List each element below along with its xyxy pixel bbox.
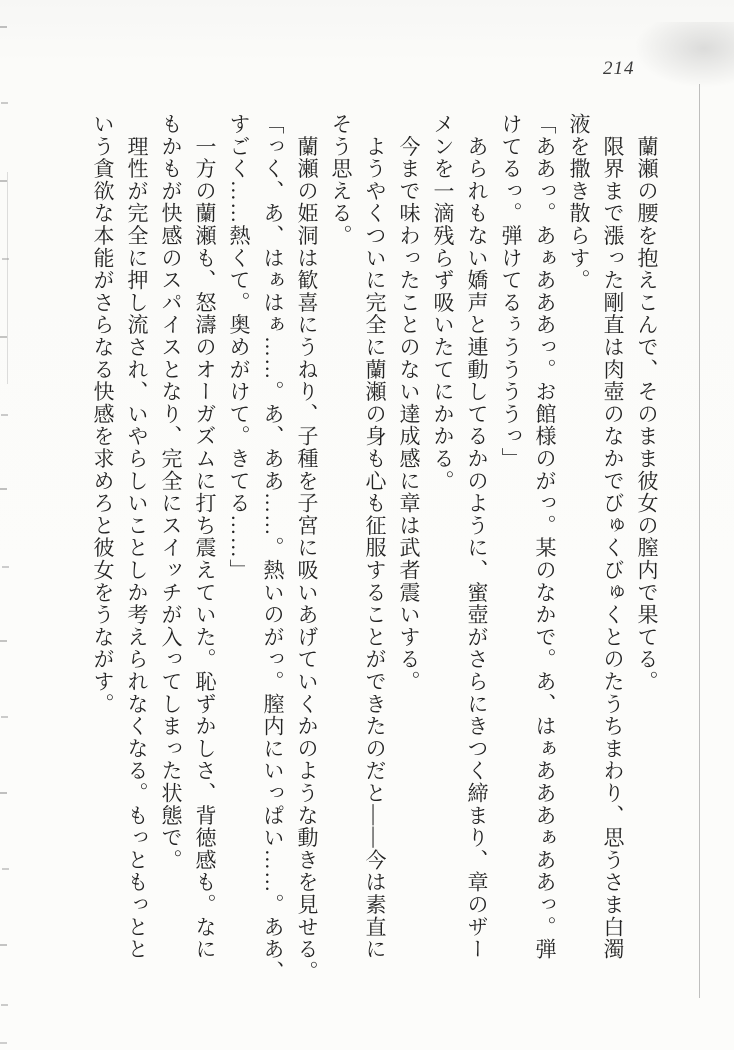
page-number: 214 (603, 58, 635, 79)
text-line: 限界まで漲った剛直は肉壺のなかでびゅくびゅくとのたうちまわり、思うさま白濁 (601, 113, 625, 961)
text-line: そう思える。 (329, 113, 353, 247)
scan-edge-marks (0, 26, 7, 28)
body-text (84, 113, 664, 987)
text-line: 理性が完全に押し流され、いやらしいことしか考えられなくなる。もっともっとと (125, 113, 149, 961)
text-line: 蘭瀬の姫洞は歓喜にうねり、子種を子宮に吸いあげていくかのような動きを見せる。 (295, 113, 319, 983)
text-line: もかもが快感のスパイスとなり、完全にスイッチが入ってしまった状態で。 (159, 113, 183, 872)
text-line: すごく……熱くて。奥めがけて。きてる……」 (227, 113, 251, 582)
text-line: 今まで味わったことのない達成感に章は武者震いする。 (397, 113, 421, 693)
text-line: メンを一滴残らず吸いたてにかかる。 (431, 113, 455, 493)
text-line: けてるっ。弾けてるぅううううっ」 (499, 113, 523, 470)
scan-edge-line (699, 84, 700, 998)
text-line: 「っく、あ、はぁはぁ……。あ、ああ……。熱いのがっ。膣内にいっぱい……。ああ、 (261, 113, 285, 983)
scan-edge-crease (7, 172, 8, 384)
text-line: ようやくついに完全に蘭瀬の身も心も征服することができたのだと――今は素直に (363, 113, 387, 961)
text-line: 「ああっ。あぁあああっ。お館様のがっ。某のなかで。あ、はぁあああぁああっ。弾 (533, 113, 557, 961)
text-line: あられもない嬌声と連動してるかのように、蜜壺がさらにきつく締まり、章のザー (465, 113, 489, 961)
text-line: いう貪欲な本能がさらなる快感を求めろと彼女をうながす。 (91, 113, 115, 716)
text-line: 液を撒き散らす。 (567, 113, 591, 292)
scan-smudge (634, 22, 734, 88)
text-line: 一方の蘭瀬も、怒濤のオーガズムに打ち震えていた。恥ずかしさ、背徳感も。なに (193, 113, 217, 961)
text-line: 蘭瀬の腰を抱えこんで、そのまま彼女の膣内で果てる。 (635, 113, 659, 693)
